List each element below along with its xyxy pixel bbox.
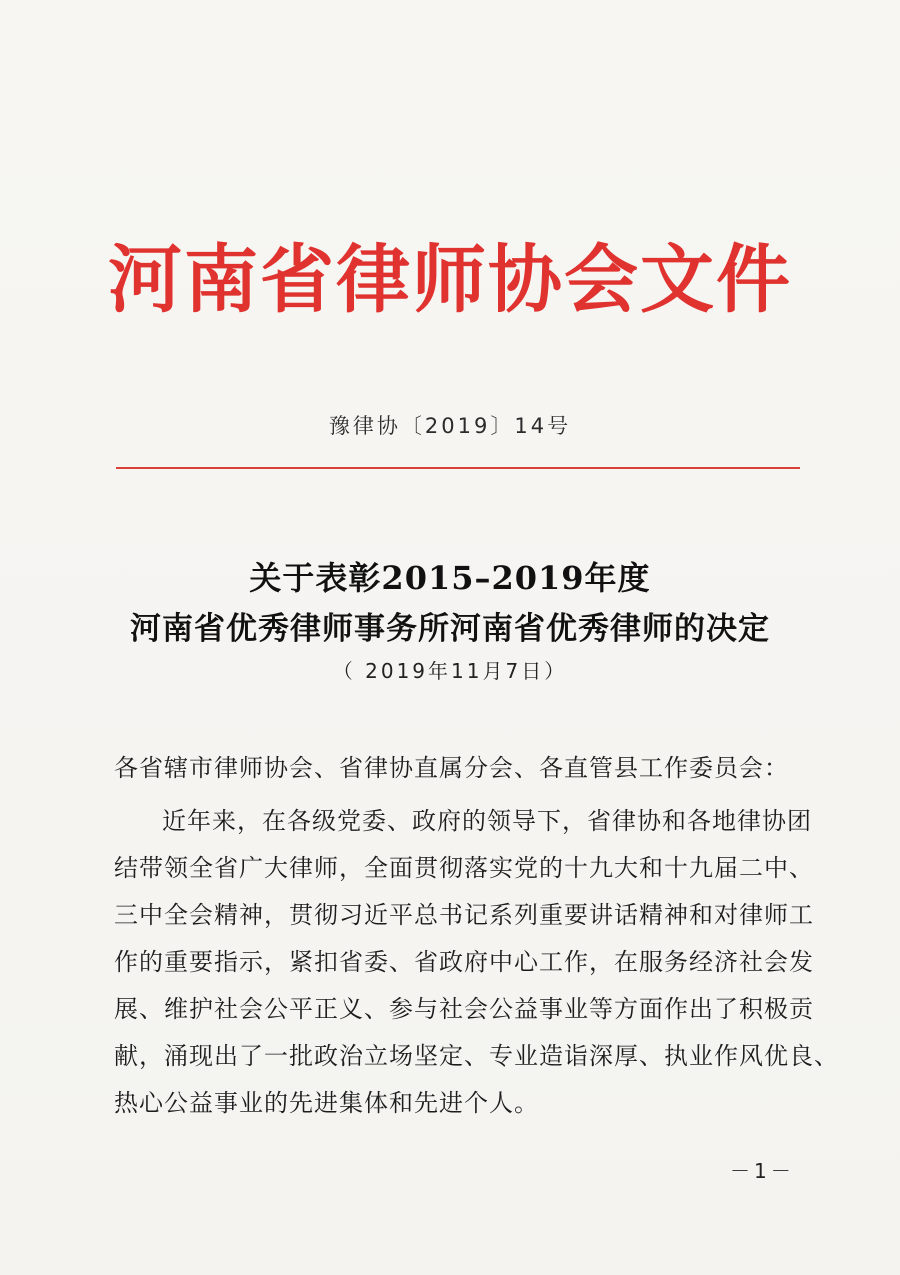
issue-date: （ 2019年11月7日） [332, 659, 568, 683]
document-header-title: 河南省律师协会文件 [108, 237, 792, 323]
body-line: 近年来，在各级党委、政府的领导下，省律协和各地律协团 [162, 807, 812, 835]
decision-title-line-2: 河南省优秀律师事务所河南省优秀律师的决定 [130, 611, 770, 647]
decision-title-line-1: 关于表彰2015–2019年度 [249, 559, 651, 597]
salutation: 各省辖市律师协会、省律协直属分会、各直管县工作委员会： [114, 754, 789, 782]
page-number: －1－ [730, 1159, 795, 1183]
body-line: 三中全会精神，贯彻习近平总书记系列重要讲话精神和对律师工 [114, 901, 814, 929]
document-number: 豫律协〔2019〕14号 [328, 414, 572, 438]
body-line: 献，涌现出了一批政治立场坚定、专业造诣深厚、执业作风优良、 [114, 1042, 839, 1070]
body-line: 结带领全省广大律师，全面贯彻落实党的十九大和十九届二中、 [114, 854, 814, 882]
body-line: 作的重要指示，紧扣省委、省政府中心工作，在服务经济社会发 [114, 948, 814, 976]
body-line: 展、维护社会公平正义、参与社会公益事业等方面作出了积极贡 [114, 995, 814, 1023]
header-divider [116, 467, 800, 469]
body-line: 热心公益事业的先进集体和先进个人。 [114, 1089, 539, 1117]
